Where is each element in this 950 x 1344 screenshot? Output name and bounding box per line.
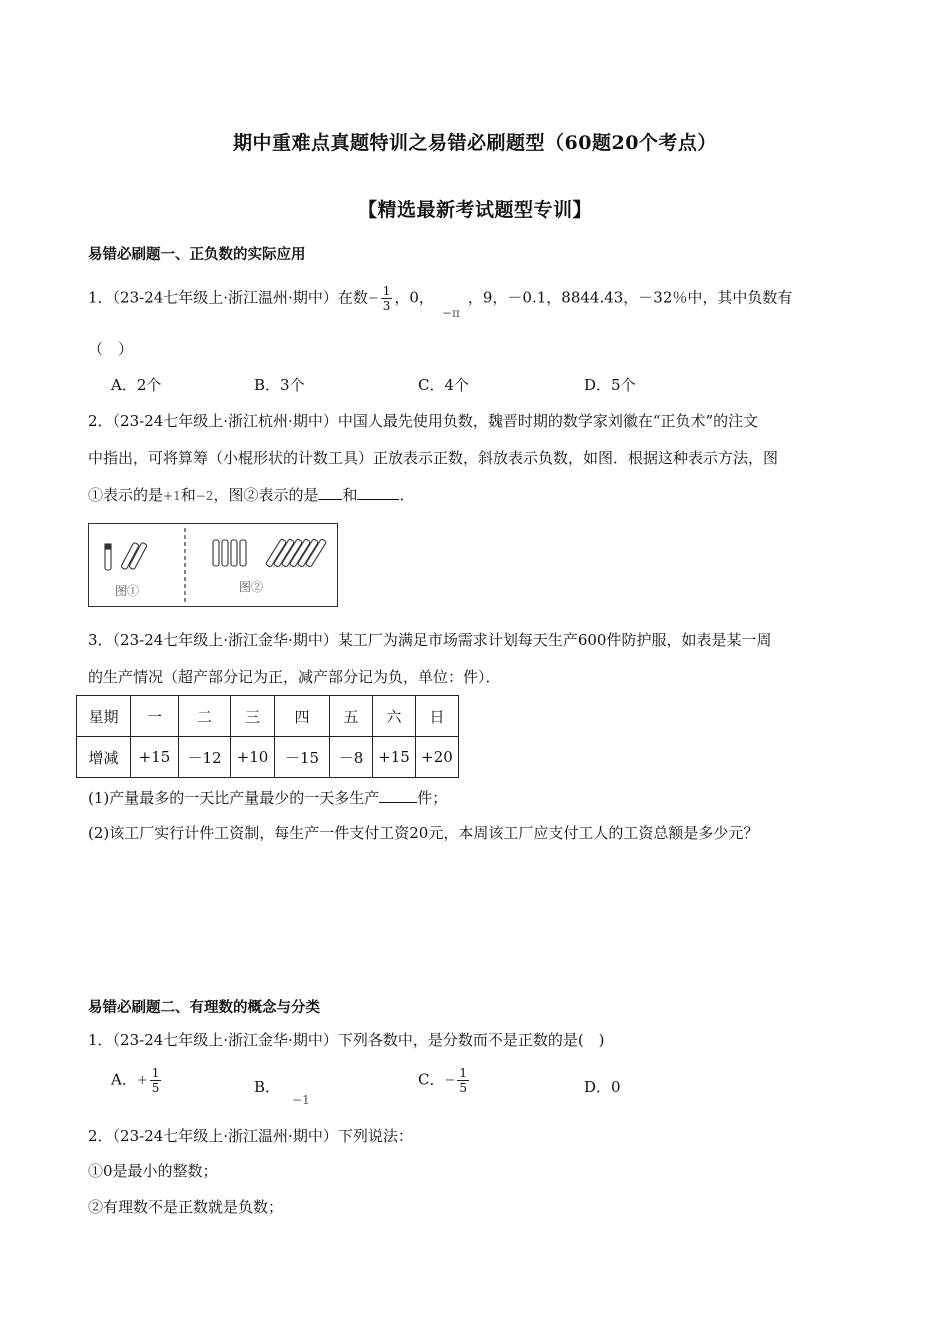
opt-a-label: A． <box>111 1070 137 1089</box>
s1-q1-prefix: 1．（23-24七年级上·浙江温州·期中）在数 <box>88 288 368 307</box>
table-cell: 二 <box>179 696 231 737</box>
table-cell: 五 <box>330 696 373 737</box>
s2-q2-stem: 2．（23-24七年级上·浙江温州·期中）下列说法： <box>88 1127 413 1145</box>
s1-q3-sub2: (2)该工厂实行计件工资制，每生产一件支付工资20元，本周该工厂应支付工人的工资总额是多少元？ <box>88 824 759 842</box>
s1-q1-option-d[interactable]: D．5个 <box>584 376 636 394</box>
s1-q3-line1: 3．（23-24七年级上·浙江金华·期中）某工厂为满足市场需求计划每天生产600件防护服，如表是某一周 <box>88 631 772 649</box>
line3-e: ． <box>399 486 415 504</box>
s2-q1-stem: 1．（23-24七年级上·浙江金华·期中）下列各数中，是分数而不是正数的是( ) <box>88 1031 605 1049</box>
six-slanted-rods-icon <box>266 539 327 568</box>
minus-sign: − <box>367 291 379 306</box>
section1-heading: 易错必刷题一、正负数的实际应用 <box>88 246 306 263</box>
frac-num: 1 <box>151 1066 160 1080</box>
page-subtitle: 【精选最新考试题型专训】 <box>357 199 592 221</box>
s2-q2-statement2: ②有理数不是正数就是负数； <box>88 1198 284 1216</box>
s1-q1-suffix: ，9，－0.1，8844.43，－32％中，其中负数有 <box>467 288 793 307</box>
fig2-label: 图② <box>239 580 264 594</box>
answer-blank-2[interactable] <box>357 499 399 500</box>
s1-q1-stem <box>88 284 793 320</box>
s1-q1-option-c[interactable]: C．4个 <box>418 376 470 394</box>
table-cell: 六 <box>373 696 416 737</box>
fraction-one-third <box>381 284 393 313</box>
s1-q3-sub1 <box>88 787 447 808</box>
table-cell: 一 <box>131 696 179 737</box>
answer-blank-1[interactable] <box>318 499 342 500</box>
table-cell: －12 <box>179 737 231 778</box>
frac-den: 3 <box>382 299 391 313</box>
fraction-one-fifth <box>150 1066 162 1095</box>
frac-num: 1 <box>459 1066 468 1080</box>
table-cell: 日 <box>416 696 459 737</box>
table-cell: +20 <box>416 737 459 778</box>
plus-sign: + <box>136 1073 148 1088</box>
sub1-a: (1)产量最多的一天比产量最少的一天多生产 <box>88 789 380 807</box>
s2-q1-option-d[interactable]: D．0 <box>584 1078 621 1096</box>
table-cell: +15 <box>373 737 416 778</box>
s1-q3-line2: 的生产情况（超产部分记为正，减产部分记为负，单位：件）． <box>88 668 501 686</box>
s1-q2-line3 <box>88 484 414 505</box>
table-cell: +10 <box>231 737 275 778</box>
s2-q2-statement1: ①0是最小的整数； <box>88 1162 218 1180</box>
s1-q1-option-a[interactable]: A．2个 <box>111 376 162 394</box>
table-cell: －8 <box>330 737 373 778</box>
table-cell: 四 <box>275 696 330 737</box>
page-title: 期中重难点真题特训之易错必刷题型（60题20个考点） <box>233 132 717 154</box>
s1-q1-option-b[interactable]: B．3个 <box>254 376 305 394</box>
s1-q1-mid: ，0， <box>394 288 434 307</box>
minus-sign: − <box>444 1073 456 1088</box>
table-cell: 增减 <box>77 737 131 778</box>
neg-one: −1 <box>292 1093 310 1107</box>
table-cell: +15 <box>131 737 179 778</box>
frac-den: 5 <box>459 1081 468 1095</box>
s1-q1-paren: （ ） <box>88 340 134 358</box>
table-header-row <box>77 696 459 737</box>
table-cell: 星期 <box>77 696 131 737</box>
fig1-label: 图① <box>115 584 140 598</box>
sub1-b: 件； <box>417 789 448 807</box>
s1-q2-line2: 中指出，可将算筹（小棍形状的计数工具）正放表示正数，斜放表示负数，如图．根据这种表示方法，图 <box>88 449 779 467</box>
opt-b-label: B． <box>254 1078 281 1096</box>
pos-one: +1 <box>163 489 181 503</box>
frac-num: 1 <box>382 284 391 298</box>
counting-rods-figure <box>88 523 338 607</box>
production-table <box>76 695 459 778</box>
table-cell: 三 <box>231 696 275 737</box>
slanted-rods-icon <box>121 542 147 570</box>
line3-d: 和 <box>342 486 358 504</box>
four-upright-rods-icon <box>213 540 246 566</box>
line3-a: ①表示的是 <box>88 486 164 504</box>
frac-den: 5 <box>151 1081 160 1095</box>
fraction-one-fifth <box>457 1066 469 1095</box>
opt-c-label: C． <box>418 1070 445 1089</box>
line3-b: 和 <box>180 486 196 504</box>
s2-q1-option-c[interactable] <box>418 1066 471 1095</box>
answer-blank-3[interactable] <box>379 802 417 803</box>
s1-q2-line1: 2．（23-24七年级上·浙江杭州·期中）中国人最先使用负数，魏晋时期的数学家刘徽在“正负术”的注文 <box>88 412 759 430</box>
upright-rod-icon <box>105 544 111 570</box>
table-cell: －15 <box>275 737 330 778</box>
neg-two: −2 <box>195 489 214 503</box>
section2-heading: 易错必刷题二、有理数的概念与分类 <box>88 999 320 1016</box>
line3-c: ，图②表示的是 <box>213 486 319 504</box>
s2-q1-option-b[interactable] <box>254 1076 310 1107</box>
table-row <box>77 737 459 778</box>
s2-q1-option-a[interactable] <box>111 1066 163 1095</box>
neg-pi: −π <box>441 305 460 320</box>
